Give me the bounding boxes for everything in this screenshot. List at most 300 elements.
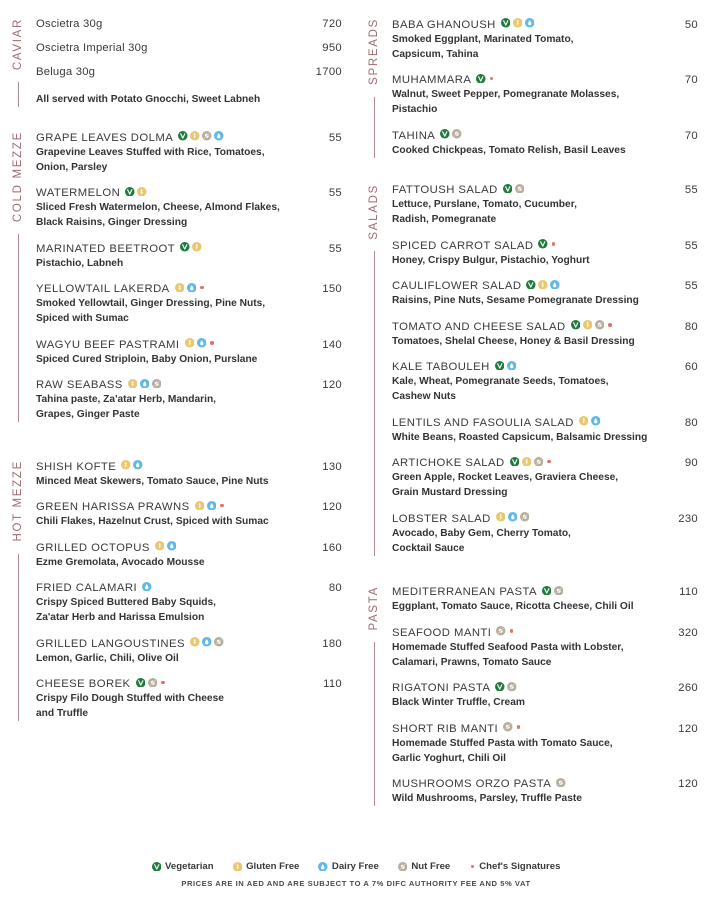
vegetarian-icon [476,74,486,84]
dietary-badges [542,586,564,596]
vegetarian-icon [495,361,505,371]
menu-item-name: BABA GHANOUSH [392,18,496,31]
menu-item-price: 55 [328,131,342,144]
menu-item-header [392,239,698,252]
section-items [392,18,712,158]
section-rail [0,131,36,422]
dietary-badges [142,582,152,592]
dietary-badges [503,722,521,732]
menu-item-name: ARTICHOKE SALAD [392,457,505,469]
dietary-badges [556,778,566,788]
menu-item [392,626,698,670]
vegetarian-icon [542,586,552,596]
dietary-badges [180,242,202,252]
menu-item [36,460,342,489]
menu-item-price: 120 [678,778,698,790]
vegetarian-icon [495,682,505,692]
menu-section-caviar [0,18,356,107]
gluten-free-icon [128,379,138,389]
nut-free-icon [534,457,544,467]
section-note: All served with Potato Gnocchi, Sweet Labneh [36,94,261,105]
chef-signature-icon [552,242,556,246]
menu-item [36,501,342,530]
menu-item-name: CAULIFLOWER SALAD [392,280,522,292]
menu-item-header [392,512,698,525]
menu-item-header [392,586,698,599]
dietary-badges [495,682,517,692]
menu-item-description: Tahina paste, Za'atar Herb, Mandarin, Grapes, Ginger Paste [36,394,216,420]
menu-item-name: TAHINA [392,129,436,142]
vegetarian-icon [440,129,450,139]
dairy-free-icon [140,379,150,389]
dairy-free-icon [318,862,328,872]
legend-item-nut-free [398,861,450,872]
dairy-free-icon [525,18,535,28]
dietary-badges [538,239,556,249]
menu-item-header [392,280,698,293]
dairy-free-icon [187,283,197,293]
menu-item-description: Lettuce, Purslane, Tomato, Cucumber, Radish, Pomegranate [392,199,577,225]
nut-free-icon [152,379,162,389]
menu-item-name: Oscietra Imperial 30g [36,42,148,54]
menu-item-header [36,541,342,554]
menu-item-price: 110 [679,586,698,598]
menu-item [392,184,698,228]
dairy-free-icon [214,131,224,141]
dietary-badges [503,184,525,194]
menu-item-price: 130 [322,460,342,473]
menu-item-price: 230 [678,512,698,525]
legal-note: PRICES ARE IN AED AND ARE SUBJECT TO A 7% DIFC AUTHORITY FEE AND 5% VAT [181,879,531,888]
gluten-free-icon [185,338,195,348]
section-rail [0,460,36,721]
section-label: HOT MEZZE [12,460,24,542]
nut-free-icon [148,678,158,688]
menu-item [392,361,698,405]
nut-free-icon [556,778,566,788]
menu-item-price: 120 [322,501,342,513]
menu-item-price: 160 [322,541,342,554]
gluten-free-icon [583,320,593,330]
section-items [36,18,356,107]
menu-item-price: 80 [328,582,342,594]
menu-item-description: Smoked Yellowtail, Ginger Dressing, Pine Nuts, Spiced with Sumac [36,298,266,324]
menu-item-header [392,18,698,31]
chef-signature-icon [547,460,551,464]
gluten-free-icon [121,460,131,470]
section-items [36,131,356,422]
legend-item-label: Vegetarian [165,861,214,872]
menu-item-header [36,66,342,78]
menu-item-name: MARINATED BEETROOT [36,242,176,255]
menu-item [392,18,698,62]
chef-signature-icon [517,725,521,729]
menu-item-name: SHORT RIB MANTI [392,722,499,735]
menu-item-header [392,457,698,470]
menu-item [36,242,342,271]
legend-item-label: Nut Free [411,861,451,872]
gluten-free-icon [155,541,165,551]
section-rail [0,18,36,107]
menu-item-name: CHEESE BOREK [36,678,131,690]
dietary-badges [190,637,224,647]
menu-item-price: 55 [684,184,698,196]
nut-free-icon [520,512,530,522]
menu-item-price: 180 [322,637,342,650]
section-divider-line [374,97,375,158]
legend-item-dairy-free [318,861,378,872]
gluten-free-icon [137,187,147,197]
nut-free-icon [507,682,517,692]
menu-item-header [36,379,342,392]
menu-item-description: Ezme Gremolata, Avocado Mousse [36,556,205,568]
menu-item [36,582,342,626]
section-divider-line [374,251,375,555]
menu-item [392,280,698,309]
menu-item-price: 320 [678,626,698,639]
menu-item-header [36,678,342,691]
gluten-free-icon [579,416,589,426]
menu-item-header [36,338,342,351]
section-label: SALADS [368,183,380,240]
dietary-badges [125,187,147,197]
menu-item-price: 55 [328,242,342,255]
menu-item-price: 720 [322,18,342,30]
menu-item-description: Wild Mushrooms, Parsley, Truffle Paste [392,793,582,804]
menu-item [392,512,698,556]
dietary-badges [178,131,224,141]
dairy-free-icon [207,501,217,511]
menu-item [392,320,698,349]
nut-free-icon [202,131,212,141]
menu-item-description: Avocado, Baby Gem, Cherry Tomato, Cocktail Sauce [392,527,571,554]
dietary-badges [440,129,462,139]
nut-free-icon [595,320,605,330]
menu-item-name: Oscietra 30g [36,18,103,30]
vegetarian-icon [501,18,511,28]
menu-item [36,66,342,78]
menu-item-header [36,42,342,54]
vegetarian-icon [152,862,162,872]
menu-item-name: RAW SEABASS [36,379,123,391]
legend-item-gluten-free [233,861,300,872]
dietary-badges [510,457,552,467]
dietary-badges [571,320,613,330]
dairy-free-icon [508,512,518,522]
menu-item-price: 90 [684,457,698,469]
menu-item-description: Sliced Fresh Watermelon, Cheese, Almond Flakes, Black Raisins, Ginger Dressing [36,202,280,228]
menu-item-name: SHISH KOFTE [36,460,117,473]
menu-item-header [392,626,698,639]
dairy-free-icon [550,280,560,290]
menu-item-header [36,283,342,296]
dietary-badges [128,379,162,389]
menu-item-price: 1700 [315,66,342,78]
menu-item-description: Chili Flakes, Hazelnut Crust, Spiced with Sumac [36,516,269,527]
gluten-free-icon [522,457,532,467]
menu-item-description: White Beans, Roasted Capsicum, Balsamic Dressing [392,431,648,443]
menu-item-price: 110 [323,678,342,690]
dietary-badges [185,338,215,348]
menu-item-price: 55 [328,187,342,199]
menu-item-price: 70 [684,129,698,142]
dietary-badges [496,512,530,522]
menu-item-price: 150 [322,283,342,295]
menu-item-description: Minced Meat Skewers, Tomato Sauce, Pine Nuts [36,475,269,487]
menu-item-price: 140 [322,338,342,351]
dietary-badges [579,416,601,426]
menu-item-header [36,131,342,144]
menu-item-description: Raisins, Pine Nuts, Sesame Pomegranate Dressing [392,295,639,306]
dietary-badges [136,678,166,688]
menu-item-description: Walnut, Sweet Pepper, Pomegranate Molasses, Pistachio [392,89,620,115]
menu-section-pasta [356,586,712,807]
menu-item-header [36,637,342,650]
menu-item [392,129,698,158]
menu-item-price: 120 [678,722,698,735]
section-label: PASTA [368,585,380,630]
menu-item-header [392,778,698,791]
legend-item-chef-signature [469,861,560,872]
section-label: SPREADS [368,18,380,85]
dairy-free-icon [133,460,143,470]
menu-section-spreads [356,18,712,158]
menu-item-name: Beluga 30g [36,66,96,78]
chef-signature-icon [471,865,475,869]
menu-item [36,338,342,367]
menu-item-name: RIGATONI PASTA [392,682,491,694]
section-items [392,184,712,556]
section-rail [356,18,392,158]
menu-item-price: 950 [322,42,342,54]
section-items [392,586,712,807]
menu-item-name: YELLOWTAIL LAKERDA [36,283,170,295]
vegetarian-icon [178,131,188,141]
menu-footer [0,861,712,900]
menu-item [36,283,342,327]
dietary-badges [155,541,177,551]
dietary-badges [121,460,143,470]
chef-signature-icon [200,286,204,290]
menu-item-price: 55 [684,280,698,292]
vegetarian-icon [538,239,548,249]
menu-item-name: GRILLED OCTOPUS [36,541,150,554]
menu-item-header [36,460,342,473]
menu-item-name: SEAFOOD MANTI [392,626,492,639]
menu-item [36,42,342,54]
menu-item-header [392,320,698,333]
menu-item-header [36,242,342,255]
menu-item [36,379,342,423]
vegetarian-icon [136,678,146,688]
menu-item-price: 260 [678,682,698,694]
gluten-free-icon [233,862,243,872]
dietary-badges [526,280,560,290]
menu-item-name: GRILLED LANGOUSTINES [36,637,185,650]
menu-item-description: Spiced Cured Striploin, Baby Onion, Purslane [36,353,258,365]
dietary-badges [495,361,517,371]
menu-item-name: LENTILS AND FASOULIA SALAD [392,416,574,429]
menu-item-name: FRIED CALAMARI [36,582,138,594]
section-label: CAVIAR [12,18,24,71]
dietary-badges [476,74,494,84]
menu-item [392,586,698,615]
menu-item-description: Grapevine Leaves Stuffed with Rice, Tomatoes, Onion, Parsley [36,146,265,173]
gluten-free-icon [190,131,200,141]
dairy-free-icon [507,361,517,371]
gluten-free-icon [190,637,200,647]
menu-item-name: LOBSTER SALAD [392,512,491,525]
menu-item [36,678,342,722]
nut-free-icon [515,184,525,194]
nut-free-icon [214,637,224,647]
menu-item-name: GREEN HARISSA PRAWNS [36,501,190,513]
menu-left-column [0,10,356,860]
menu-item-description: Kale, Wheat, Pomegranate Seeds, Tomatoes, Cashew Nuts [392,376,609,402]
section-divider-line [18,82,19,107]
section-items [36,460,356,721]
menu-item-name: WATERMELON [36,187,121,199]
menu-item [36,637,342,666]
menu-item-name: SPICED CARROT SALAD [392,239,534,252]
menu-item-description: Green Apple, Rocket Leaves, Graviera Cheese, Grain Mustard Dressing [392,472,619,498]
legend-item-vegetarian [152,861,214,872]
chef-signature-icon [490,77,494,81]
chef-signature-icon [510,629,514,633]
menu-item [36,131,342,175]
dairy-free-icon [167,541,177,551]
menu-item-header [36,501,342,514]
menu-item-header [36,18,342,30]
menu-item-name: TOMATO AND CHEESE SALAD [392,320,566,333]
menu-section-hot-mezze [0,460,356,721]
menu-item-description: Homemade Stuffed Pasta with Tomato Sauce, Garlic Yoghurt, Chili Oil [392,737,613,764]
vegetarian-icon [526,280,536,290]
chef-signature-icon [608,323,612,327]
menu-item-header [36,582,342,595]
menu-item-name: MEDITERRANEAN PASTA [392,586,537,598]
vegetarian-icon [503,184,513,194]
section-rail [356,184,392,556]
menu-item-price: 80 [684,320,698,333]
gluten-free-icon [513,18,523,28]
gluten-free-icon [192,242,202,252]
chef-signature-icon [161,681,165,685]
menu-item-price: 80 [684,416,698,429]
legend-item-label: Dairy Free [331,861,379,872]
vegetarian-icon [510,457,520,467]
vegetarian-icon [180,242,190,252]
menu-item [392,416,698,445]
gluten-free-icon [195,501,205,511]
menu-item-description: Pistachio, Labneh [36,257,124,269]
menu-item-header [392,129,698,142]
menu-item-description: Crispy Spiced Buttered Baby Squids, Za'atar Herb and Harissa Emulsion [36,597,217,623]
dietary-badges [501,18,535,28]
menu-item-name: GRAPE LEAVES DOLMA [36,131,174,144]
menu-item-header [392,184,698,197]
menu-item-header [392,722,698,735]
menu-item-description: Eggplant, Tomato Sauce, Ricotta Cheese, Chili Oil [392,601,634,612]
section-label: COLD MEZZE [12,131,24,223]
menu-item [392,682,698,711]
nut-free-icon [503,722,513,732]
menu-item [392,722,698,766]
menu-section-cold-mezze [0,131,356,422]
chef-signature-icon [210,341,214,345]
menu-item-name: WAGYU BEEF PASTRAMI [36,338,180,351]
menu-item [36,541,342,570]
menu-item-name: KALE TABOULEH [392,361,490,373]
menu-item-description: Lemon, Garlic, Chili, Olive Oil [36,652,179,664]
menu-item-description: Smoked Eggplant, Marinated Tomato, Capsicum, Tahina [392,33,574,60]
menu-item-price: 120 [322,379,342,391]
menu-item-price: 50 [684,18,698,31]
menu-item-description: Crispy Filo Dough Stuffed with Cheese and Truffle [36,693,224,719]
menu-item [392,778,698,807]
vegetarian-icon [571,320,581,330]
section-divider-line [18,234,19,422]
menu-item [392,239,698,268]
dairy-free-icon [591,416,601,426]
nut-free-icon [554,586,564,596]
menu-item-price: 55 [684,239,698,252]
menu-item-price: 60 [684,361,698,373]
menu-item-header [36,187,342,200]
menu-item-header [392,682,698,695]
dairy-free-icon [197,338,207,348]
menu-item-price: 70 [684,74,698,86]
menu-right-column [356,10,712,860]
nut-free-icon [398,862,408,872]
menu-item-name: MUSHROOMS ORZO PASTA [392,778,552,790]
menu-item-description: Black Winter Truffle, Cream [392,697,525,708]
menu-item-description: Homemade Stuffed Seafood Pasta with Lobster, Calamari, Prawns, Tomato Sauce [392,641,624,668]
menu-item-header [392,416,698,429]
gluten-free-icon [496,512,506,522]
menu-item [36,187,342,231]
menu-item [392,74,698,118]
dairy-free-icon [142,582,152,592]
gluten-free-icon [538,280,548,290]
menu-item-description: Tomatoes, Shelal Cheese, Honey & Basil Dressing [392,335,635,347]
section-divider-line [18,554,19,721]
legend-item-label: Gluten Free [246,861,300,872]
gluten-free-icon [175,283,185,293]
menu-item-description: Cooked Chickpeas, Tomato Relish, Basil Leaves [392,144,626,156]
dietary-badges [496,626,514,636]
dairy-free-icon [202,637,212,647]
nut-free-icon [452,129,462,139]
menu-item-name: FATTOUSH SALAD [392,184,498,196]
dietary-badges [175,283,205,293]
vegetarian-icon [125,187,135,197]
section-rail [356,586,392,807]
menu-item [36,18,342,30]
menu-section-salads [356,184,712,556]
nut-free-icon [496,626,506,636]
menu-item-name: MUHAMMARA [392,74,472,86]
section-divider-line [374,642,375,806]
dietary-legend [0,861,712,872]
dietary-badges [195,501,225,511]
chef-signature-icon [220,504,224,508]
menu-item [392,457,698,501]
menu-item-description: Honey, Crispy Bulgur, Pistachio, Yoghurt [392,254,590,266]
menu-item-header [392,361,698,374]
legend-item-label: Chef's Signatures [479,861,561,872]
menu-item-header [392,74,698,87]
